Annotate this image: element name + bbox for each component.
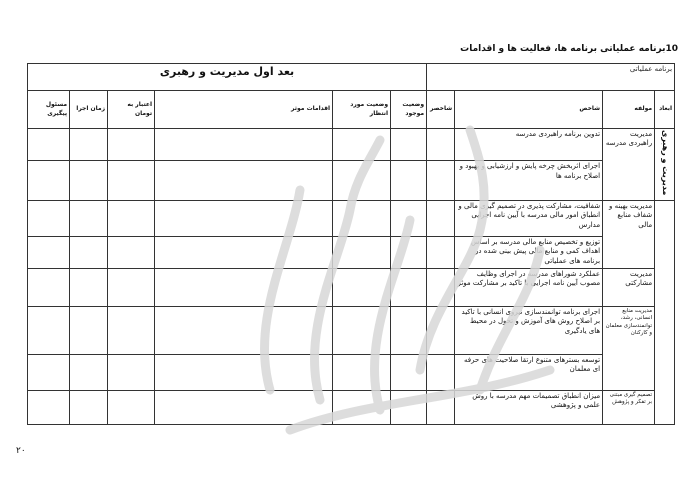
col-actions: اقدامات موثر	[155, 91, 333, 129]
col-current: وضعیت موجود	[391, 91, 427, 129]
page-number: ۲۰	[16, 446, 26, 456]
plan-title-cell	[427, 64, 675, 91]
table-row	[28, 354, 675, 390]
indicator-cell: شفافیت، مشارکت پذیری در تصمیم گیری مالی و انطباق امور مالی مدرسه با آیین نامه اجرایی مدارس	[455, 200, 603, 236]
plan-main-title: بعد اول مدیریت و رهبری	[159, 65, 295, 78]
col-responsible: مسئول پیگیری	[28, 91, 70, 129]
table-row	[28, 200, 675, 236]
table-row	[28, 129, 675, 161]
operational-plan-table	[27, 63, 675, 425]
table-row	[28, 236, 675, 268]
indicator-cell: عملکرد شوراهای مدرسه در اجرای وظایف مصوب آیین نامه اجرایی با تاکید بر مشارکت موثر	[455, 268, 603, 306]
dimension-label: مدیریت و رهبری	[660, 130, 670, 196]
component-cell: مدیریت بهینه و شفاف منابع مالی	[603, 200, 655, 268]
indicator-cell: توسعه بسترهای متنوع ارتقا صلاحیت های حرفه ای معلمان	[455, 354, 603, 390]
table-row	[28, 268, 675, 306]
col-budget: اعتبار به تومان	[108, 91, 155, 129]
dimension-cell	[655, 129, 675, 201]
col-expected: وضعیت مورد انتظار	[333, 91, 391, 129]
component-cell: مدیریت مشارکتی	[603, 268, 655, 306]
table-row	[28, 306, 675, 354]
indicator-cell: میزان انطباق تصمیمات مهم مدرسه با روش علمی و پژوهشی	[455, 390, 603, 424]
col-time: زمان اجرا	[70, 91, 108, 129]
col-indicator: شاخص	[455, 91, 603, 129]
indicator-cell: اجرای برنامه توانمندسازی نیروی انسانی با تاکید بر اصلاح روش های آموزش و تحول در محیط های یادگیری	[455, 306, 603, 354]
indicator-cell: اجرای اثربخش چرخه پایش و ارزشیابی و بهبود و اصلاح برنامه ها	[455, 161, 603, 201]
title-row	[28, 64, 675, 91]
component-cell: مدیریت راهبردی مدرسه	[603, 129, 655, 201]
header-row	[28, 91, 675, 129]
section-heading: 10برنامه عملیاتی برنامه ها، فعالیت ها و اقدامات	[460, 44, 678, 54]
table-row	[28, 390, 675, 424]
indicator-cell: توزیع و تخصیص منابع مالی مدرسه بر اساس اهداف کمی و منابع مالی پیش بینی شده در برنامه های عملیاتی	[455, 236, 603, 268]
plan-label: برنامه عملیاتی	[629, 65, 673, 73]
table-row	[28, 161, 675, 201]
indicator-cell: تدوین برنامه راهبردی مدرسه	[455, 129, 603, 161]
col-indicator2: شاخصر	[427, 91, 455, 129]
col-dimension: ابعاد	[655, 91, 675, 129]
plan-main-cell	[28, 64, 427, 91]
col-component: مولفه	[603, 91, 655, 129]
component-cell: مدیریت منابع انسانی، رشد، توانمندسازی معلمان و کارکنان	[603, 306, 655, 390]
component-cell: تصمیم گیری مبتنی بر تفکر و پژوهش	[603, 390, 655, 424]
